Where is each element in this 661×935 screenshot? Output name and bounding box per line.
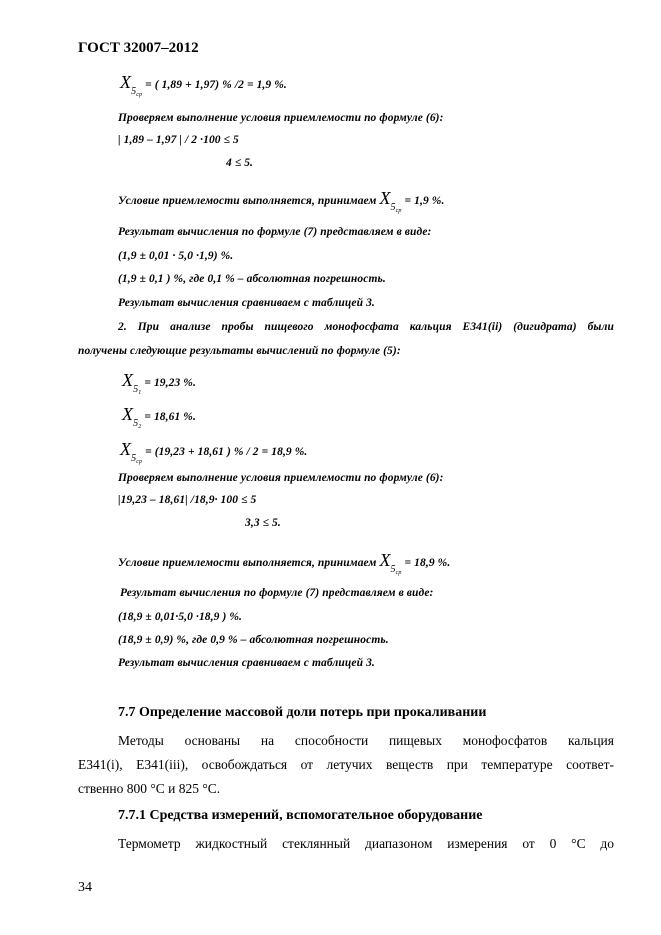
- result-line-2b: (18,9 ± 0,9) %, где 0,9 % – абсолютная погрешность.: [118, 634, 389, 646]
- section-7-7-1-heading: 7.7.1 Средства измерений, вспомогательное оборудование: [118, 808, 483, 823]
- formula-average-2: [120, 439, 308, 465]
- symbol-sub-5: $5_{ср}$: [131, 86, 143, 98]
- compare-text-1: Результат вычисления сравниваем с таблицей 3.: [118, 297, 375, 309]
- check-title-2: Проверяем выполнение условия приемлемости по формуле (6):: [118, 472, 444, 484]
- symbol-sub-2: $5_2$: [133, 418, 142, 430]
- section-7-7-para-line1: Методы основаны на способности пищевых монофосфатов кальция: [118, 733, 614, 748]
- result-title-1: Результат вычисления по формуле (7) представляем в виде:: [118, 226, 432, 238]
- document-header: ГОСТ 32007–2012: [78, 40, 199, 56]
- section-7-7-heading: 7.7 Определение массовой доли потерь при прокаливании: [118, 705, 487, 720]
- symbol-sub-5: $5_{ср}$: [131, 453, 143, 465]
- result-line-2a: (18,9 ± 0,01·5,0 ·18,9 ) %.: [118, 611, 243, 623]
- check-expression-1: | 1,89 – 1,97 | / 2 ·100 ≤ 5: [118, 134, 239, 146]
- example2-intro-line1: 2. При анализе пробы пищевого монофосфата кальция Е341(ii) (дигидрата) были: [118, 321, 614, 333]
- compare-text-2: Результат вычисления сравниваем с таблицей 3.: [118, 657, 375, 669]
- symbol-sub-5: $5_{ср}$: [390, 564, 402, 576]
- symbol-x: X: [379, 188, 391, 208]
- acceptance-value: = 1,9 %.: [404, 195, 445, 207]
- result-line-1a: (1,9 ± 0,01 · 5,0 ·1,9) %.: [118, 250, 234, 262]
- result-line-1b: (1,9 ± 0,1 ) %, где 0,1 % – абсолютная погрешность.: [118, 273, 386, 285]
- average-formula-text: = (19,23 + 18,61 ) % / 2 = 18,9 %.: [145, 446, 308, 458]
- example2-intro-line2: получены следующие результаты вычислений по формуле (5):: [78, 345, 401, 357]
- formula-x1: [122, 370, 196, 396]
- symbol-x: X: [120, 439, 132, 459]
- symbol-sub-1: $5_1$: [133, 384, 142, 396]
- symbol-sub-5: $5_{ср}$: [390, 202, 402, 214]
- check-expression-2: |19,23 – 18,61| /18,9· 100 ≤ 5: [118, 494, 257, 506]
- check-result-2: 3,3 ≤ 5.: [245, 517, 281, 529]
- section-7-7-para-line3: ственно 800 °С и 825 °С.: [78, 781, 221, 796]
- symbol-x: X: [120, 72, 132, 92]
- average-formula-text: = ( 1,89 + 1,97) % /2 = 1,9 %.: [145, 79, 287, 91]
- acceptance-value: = 18,9 %.: [404, 557, 451, 569]
- acceptance-line-2: [118, 550, 451, 576]
- formula-average-1: [120, 72, 287, 98]
- symbol-x: X: [379, 550, 391, 570]
- check-result-1: 4 ≤ 5.: [226, 157, 254, 169]
- page-number: 34: [78, 880, 92, 895]
- acceptance-text: Условие приемлемости выполняется, принимаем: [118, 557, 377, 569]
- section-7-7-para-line2: Е341(i), Е341(iii), освобождаться от летучих веществ при температуре соответ-: [78, 757, 614, 772]
- x2-value: = 18,61 %.: [144, 411, 196, 423]
- symbol-x: X: [122, 404, 134, 424]
- check-title-1: Проверяем выполнение условия приемлемости по формуле (6):: [118, 112, 444, 124]
- result-title-2: Результат вычисления по формуле (7) представляем в виде:: [120, 587, 434, 599]
- symbol-x: X: [122, 370, 134, 390]
- acceptance-line-1: [118, 188, 445, 214]
- formula-x2: [122, 404, 196, 430]
- acceptance-text: Условие приемлемости выполняется, принимаем: [118, 195, 377, 207]
- x1-value: = 19,23 %.: [144, 377, 196, 389]
- section-7-7-1-para-line1: Термометр жидкостный стеклянный диапазоном измерения от 0 °С до: [118, 836, 614, 851]
